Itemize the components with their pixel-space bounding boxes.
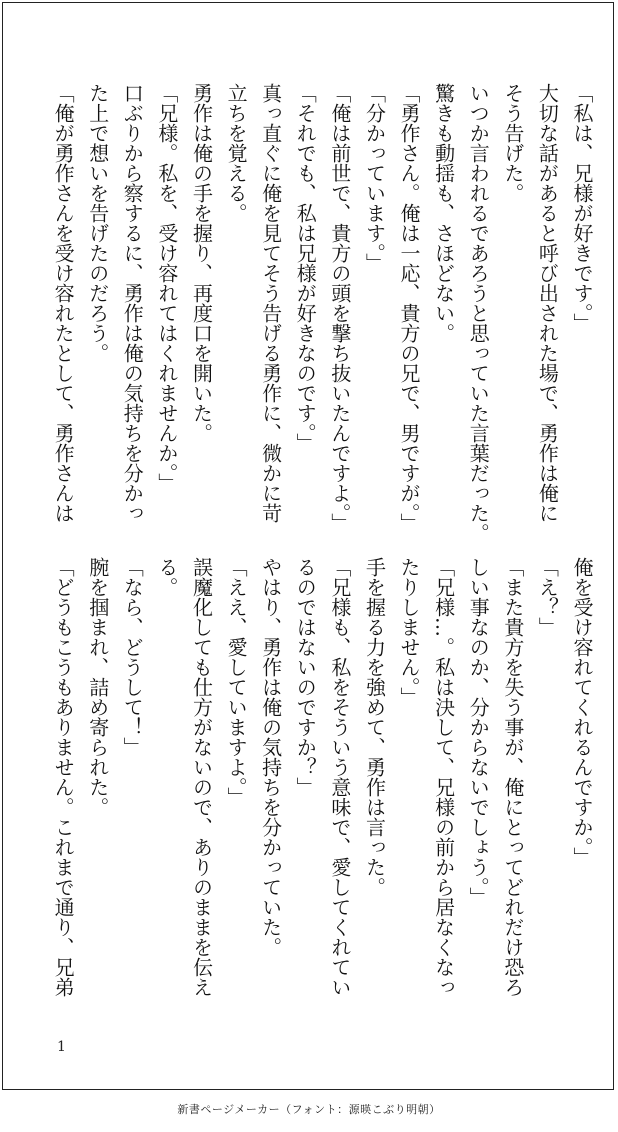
text-line: 「兄様…。私は決して、兄様の前から居なくなっ bbox=[431, 557, 456, 997]
text-line: 立ちを覚える。 bbox=[224, 83, 249, 223]
text-line: 「兄様も、私をそういう意味で、愛してくれてい bbox=[327, 557, 352, 997]
text-line: 「なら、どうして！」 bbox=[120, 557, 145, 757]
text-line: 腕を掴まれ、詰め寄られた。 bbox=[85, 557, 110, 817]
text-line: 驚きも動揺も、さほどない。 bbox=[431, 83, 456, 343]
text-line: 「兄様。私を、受け容れてはくれませんか。」 bbox=[154, 83, 179, 493]
text-line: 「どうもこうもありません。これまで通り、兄弟 bbox=[51, 557, 76, 997]
text-line: 「それでも、私は兄様が好きなのです。」 bbox=[293, 83, 318, 453]
text-line: 「また貴方を失う事が、俺にとってどれだけ恐ろ bbox=[500, 557, 525, 997]
text-line: 「俺が勇作さんを受け容れたとして、勇作さんは bbox=[51, 83, 76, 523]
footer-credit: 新書ページメーカー（フォント：源暎こぶり明朝） bbox=[177, 1103, 441, 1116]
text-line: やはり、勇作は俺の気持ちを分かっていた。 bbox=[258, 557, 283, 957]
text-line: 俺を受け容れてくれるんですか。」 bbox=[570, 557, 594, 867]
upper-text-block bbox=[51, 83, 599, 553]
text-line: そう告げた。 bbox=[500, 83, 525, 203]
page-number: 1 bbox=[57, 1039, 66, 1055]
text-line: る。 bbox=[154, 557, 179, 597]
text-line: 勇作は俺の手を握り、再度口を開いた。 bbox=[189, 83, 214, 443]
text-line: 真っ直ぐに俺を見てそう告げる勇作に、微かに苛 bbox=[258, 83, 283, 523]
text-line: 誤魔化しても仕方がないので、ありのままを伝え bbox=[189, 557, 214, 997]
text-line: 口ぶりから察するに、勇作は俺の気持ちを分かっ bbox=[120, 83, 145, 523]
text-line: 大切な話があると呼び出された場で、勇作は俺に bbox=[535, 83, 560, 523]
text-line: 「私は、兄様が好きです。」 bbox=[570, 83, 594, 333]
text-line: 「勇作さん。俺は一応、貴方の兄で、男ですが。」 bbox=[397, 83, 422, 533]
text-line: 「俺は前世で、貴方の頭を撃ち抜いたんですよ。」 bbox=[327, 83, 352, 533]
text-line: るのではないのですか？」 bbox=[293, 557, 318, 797]
lower-text-block bbox=[51, 557, 599, 1027]
text-line: しい事なのか、分からないでしょう。」 bbox=[466, 557, 491, 907]
manuscript-page bbox=[2, 2, 614, 1090]
text-line: 「え？」 bbox=[535, 557, 560, 637]
text-line: 手を握る力を強めて、勇作は言った。 bbox=[362, 557, 387, 897]
text-line: たりしません。」 bbox=[397, 557, 422, 707]
text-line: た上で想いを告げたのだろう。 bbox=[85, 83, 110, 363]
text-line: 「分かっています。」 bbox=[362, 83, 387, 273]
text-line: 「ええ、愛していますよ。」 bbox=[224, 557, 249, 807]
text-line: いつか言われるであろうと思っていた言葉だった。 bbox=[466, 83, 491, 543]
